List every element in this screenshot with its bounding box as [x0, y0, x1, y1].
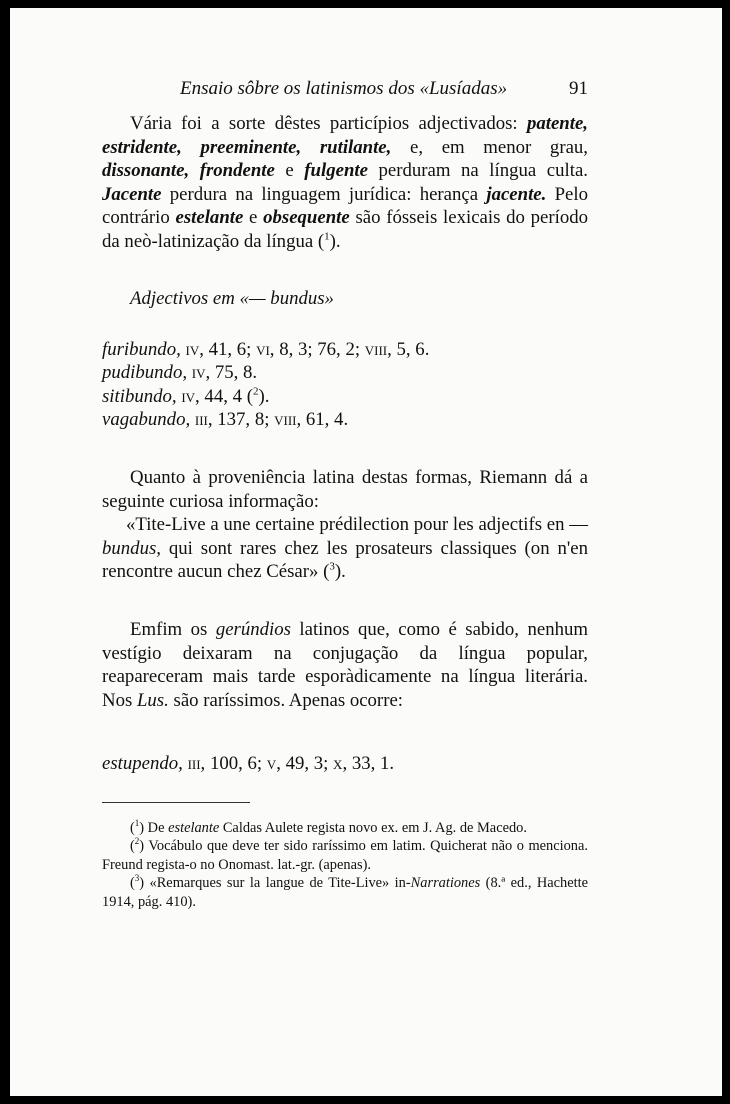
page-number: 91: [569, 78, 588, 99]
paragraph-participles: [102, 112, 588, 254]
footnote-mark: 3: [134, 873, 140, 884]
footnote-reference: 1: [324, 230, 330, 243]
riemann-block: [102, 466, 588, 584]
footnote-mark: 2: [134, 836, 140, 847]
entry-word: vagabundo,: [102, 409, 191, 431]
paragraph-text: perdura na linguagem jurídica: herança: [161, 183, 487, 205]
footnote-divider: [102, 802, 250, 803]
footnote-mark: 1: [134, 818, 140, 829]
paragraph-text: latinos que, como é sabido, nenhum vestígio deixaram na conjugação da língua popular, reapareceram mais tarde esporàdicamente na língua literária. Nos: [102, 618, 588, 711]
paragraph-word: gerúndios: [215, 618, 291, 640]
entry-references: iii, 100, 6; v, 49, 3; x, 33, 1.: [187, 753, 395, 775]
latinism-word: estridente,: [102, 136, 182, 158]
paragraph-word: Lus.: [136, 689, 169, 711]
book-page: [10, 8, 722, 1096]
gerundios-block: [102, 618, 588, 712]
latinism-word: Jacente: [102, 183, 162, 205]
latinism-word: dissonante,: [102, 160, 190, 182]
entry-word: estupendo,: [102, 753, 183, 775]
footnote-text: Caldas Aulete regista novo ex. em J. Ag. de Macedo.: [219, 819, 527, 836]
entry-references: iv, 44, 4 (: [181, 385, 253, 407]
quote-text: ).: [334, 561, 346, 583]
entry-word: furibundo,: [102, 338, 181, 360]
paragraph-text: Pelo contrário: [102, 183, 588, 229]
adjective-entry: [102, 408, 588, 432]
paragraph-gerundios: [102, 618, 588, 712]
footnote-text: ) De: [139, 819, 169, 836]
paragraph-riemann: Quanto à proveniência latina destas formas, Riemann dá a seguinte curiosa informação:: [102, 466, 588, 512]
latinism-word: patente,: [526, 113, 588, 134]
latinism-word: obsequente: [263, 207, 350, 229]
footnote-reference: 2: [252, 385, 259, 398]
quote-word: bundus,: [102, 537, 161, 559]
entry-references: iv, 41, 6; vi, 8, 3; 76, 2; viii, 5, 6.: [185, 338, 430, 360]
page-content: [102, 78, 588, 911]
footnote-word: Narrationes: [410, 875, 481, 892]
paragraph-text: e, em menor grau,: [391, 136, 589, 158]
paragraph-text: ).: [329, 230, 341, 252]
footnote-1: ($^1$) De estelante Caldas Aulete regista novo ex. em J. Ag. de Macedo.: [130, 818, 527, 836]
entry-word: sitibundo,: [102, 385, 177, 407]
latinism-word: jacente.: [486, 183, 547, 205]
entry-references-end: ).: [258, 385, 270, 407]
adjective-list: [102, 338, 588, 432]
footnote-2: ($^2$) Vocábulo que deve ter sido raríssimo em latim. Quicherat não o menciona. Freund regista-o no Onomast. lat.-gr. (apenas).: [102, 836, 588, 873]
example-entry: [102, 752, 588, 776]
latinism-word: frondente: [199, 160, 275, 182]
footnote-3: ($^3$) «Remarques sur la langue de Tite-Live» in-Narrationes (8.ª ed., Hachette 1914, pág. 410).: [102, 873, 588, 910]
paragraph-text: são raríssimos. Apenas ocorre:: [168, 689, 403, 711]
footnotes: [102, 819, 588, 911]
footnote-word: estelante: [168, 819, 220, 836]
paragraph-text: e: [243, 207, 264, 229]
quote-text: «Tite-Live a une certaine prédilection pour les adjectifs en —: [126, 514, 588, 536]
entry-references: iv, 75, 8.: [191, 362, 258, 384]
latinism-word: fulgente: [304, 160, 368, 182]
adjective-entry: [102, 338, 588, 362]
entry-references: iii, 137, 8; viii, 61, 4.: [194, 409, 349, 431]
paragraph-text: Vária foi a sorte dêstes particípios adjectivados:: [130, 113, 527, 134]
footnote-text: ) Vocábulo que deve ter sido raríssimo em latim. Quicherat não o menciona. Freund regista-o no Onomast. lat.-gr. (apenas).: [102, 838, 588, 873]
running-title: Ensaio sôbre os latinismos dos «Lusíadas»: [180, 78, 508, 99]
footnote-text: ) «Remarques sur la langue de Tite-Live» in-: [139, 875, 411, 892]
footnote-reference: 3: [329, 561, 335, 574]
footnote-text: (8.ª ed., Hachette 1914, pág. 410).: [102, 875, 588, 910]
paragraph-text: perduram na língua culta.: [367, 160, 588, 182]
latinism-word: preeminente,: [200, 136, 302, 158]
adjective-entry: [102, 361, 588, 385]
latinism-word: estelante: [175, 207, 244, 229]
entry-word: pudibundo,: [102, 362, 188, 384]
running-head: [180, 78, 588, 112]
paragraph-text: Emfim os: [130, 618, 216, 640]
adjective-entry: [102, 385, 588, 409]
riemann-quote: [102, 513, 588, 584]
latinism-word: rutilante,: [319, 136, 392, 158]
paragraph-text: e: [274, 160, 305, 182]
quote-text: qui sont rares chez les prosateurs classiques (on n'en rencontre aucun chez César» (: [102, 537, 588, 583]
section-heading: Adjectivos em «— bundus»: [130, 287, 334, 309]
paragraph-text: são fósseis lexicais do período da neò-latinização da língua (: [102, 207, 588, 252]
